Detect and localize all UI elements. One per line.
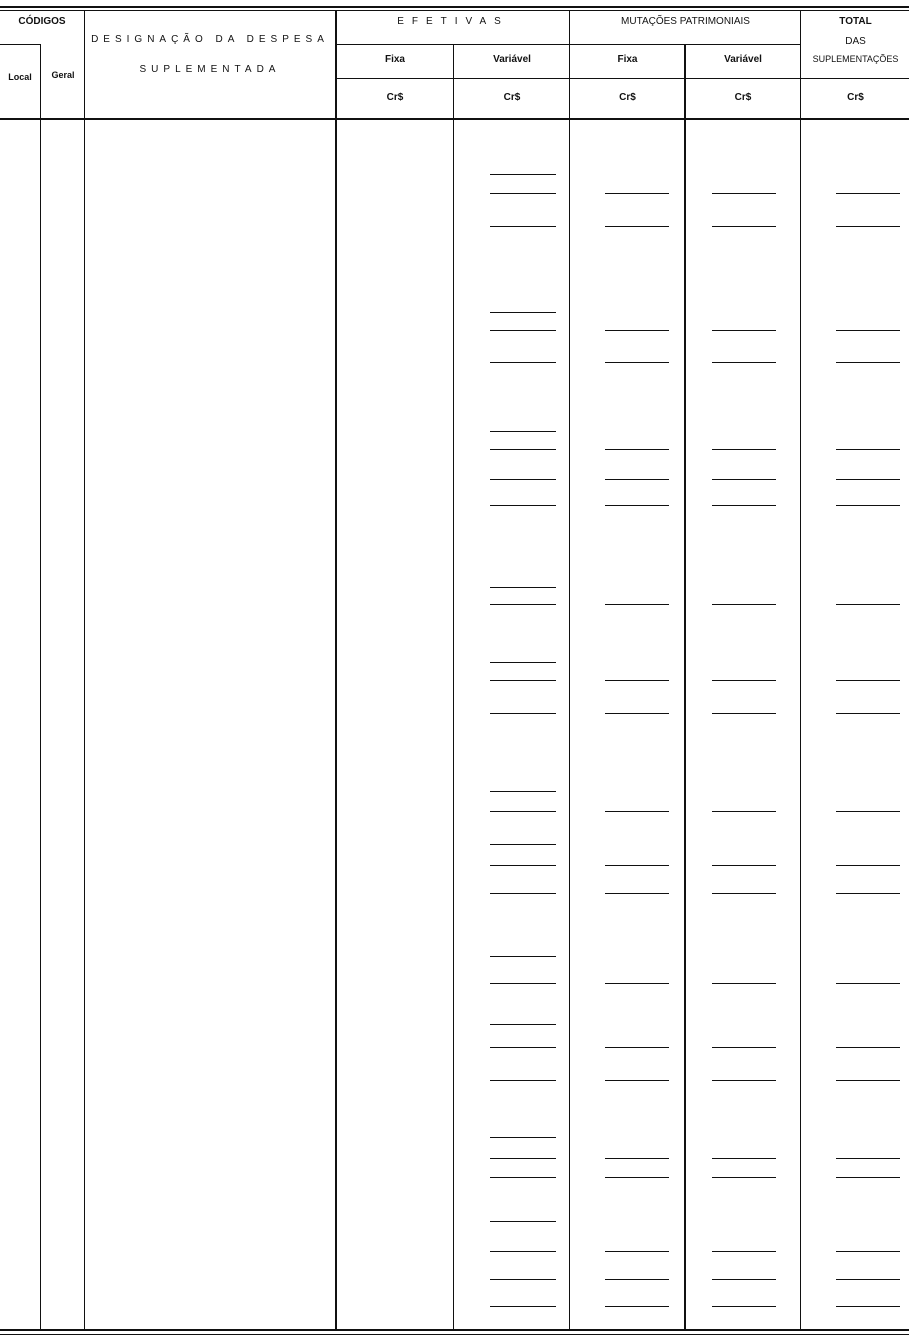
total-underline	[836, 865, 900, 866]
top-rule-thin	[0, 10, 909, 11]
empty-column-rule	[712, 893, 776, 894]
header-codigos: CÓDIGOS	[18, 16, 66, 27]
header-das: DAS	[845, 36, 866, 47]
value-underline	[490, 1221, 556, 1222]
col-line-designacao	[335, 10, 337, 1330]
header-geral: Geral	[51, 70, 75, 80]
empty-column-rule	[712, 1177, 776, 1178]
empty-column-rule	[712, 193, 776, 194]
value-underline	[490, 1137, 556, 1138]
header-currency-mut-fixa: Cr$	[619, 92, 636, 103]
empty-column-rule	[712, 983, 776, 984]
empty-column-rule	[605, 1279, 669, 1280]
total-underline	[836, 811, 900, 812]
value-underline	[490, 604, 556, 605]
value-underline	[490, 1251, 556, 1252]
value-underline	[490, 362, 556, 363]
empty-column-rule	[712, 865, 776, 866]
header-mut-variavel: Variável	[724, 54, 762, 65]
empty-column-rule	[605, 1080, 669, 1081]
header-bottom-rule	[0, 118, 909, 120]
empty-column-rule	[605, 362, 669, 363]
empty-column-rule	[712, 680, 776, 681]
empty-column-rule	[712, 362, 776, 363]
col-line-mut-fixa	[684, 44, 686, 1330]
bottom-rule	[0, 1329, 909, 1331]
header-mutacoes: MUTAÇÕES PATRIMONIAIS	[621, 16, 750, 27]
top-rule	[0, 6, 909, 8]
value-underline	[490, 193, 556, 194]
header-currency-mut-variavel: Cr$	[734, 92, 752, 103]
empty-column-rule	[605, 226, 669, 227]
total-underline	[836, 479, 900, 480]
value-underline	[490, 431, 556, 432]
value-underline	[490, 1158, 556, 1159]
value-underline	[490, 312, 556, 313]
empty-column-rule	[712, 479, 776, 480]
header-local: Local	[8, 72, 32, 82]
value-underline	[490, 811, 556, 812]
header-suplementacoes: SUPLEMENTAÇÕES	[812, 54, 899, 64]
empty-column-rule	[605, 811, 669, 812]
value-underline	[490, 1279, 556, 1280]
total-underline	[836, 604, 900, 605]
value-underline	[490, 1177, 556, 1178]
empty-column-rule	[712, 811, 776, 812]
header-currency-fixa: Cr$	[386, 92, 404, 103]
empty-column-rule	[712, 330, 776, 331]
empty-column-rule	[605, 1047, 669, 1048]
value-underline	[490, 330, 556, 331]
value-underline	[490, 956, 556, 957]
value-underline	[490, 505, 556, 506]
header-fixa: Fixa	[384, 54, 405, 65]
col-line-fixa	[453, 44, 454, 1330]
total-underline	[836, 226, 900, 227]
col-line-efetivas	[569, 10, 570, 1330]
col-line-local	[40, 44, 41, 1330]
empty-column-rule	[605, 983, 669, 984]
total-underline	[836, 713, 900, 714]
total-underline	[836, 1177, 900, 1178]
empty-column-rule	[605, 1158, 669, 1159]
value-underline	[490, 865, 556, 866]
header-divider	[335, 78, 909, 79]
header-divider	[335, 44, 800, 45]
value-underline	[490, 662, 556, 663]
value-underline	[490, 1047, 556, 1048]
total-underline	[836, 193, 900, 194]
value-underline	[490, 844, 556, 845]
header-variavel: Variável	[493, 54, 531, 65]
empty-column-rule	[712, 1279, 776, 1280]
value-underline	[490, 226, 556, 227]
header-currency-variavel: Cr$	[503, 92, 521, 103]
header-total: TOTAL	[839, 16, 872, 27]
empty-column-rule	[712, 1306, 776, 1307]
empty-column-rule	[605, 1306, 669, 1307]
value-underline	[490, 1024, 556, 1025]
value-underline	[490, 479, 556, 480]
value-underline	[490, 893, 556, 894]
total-underline	[836, 1158, 900, 1159]
empty-column-rule	[605, 865, 669, 866]
value-underline	[490, 713, 556, 714]
total-underline	[836, 505, 900, 506]
total-underline	[836, 330, 900, 331]
total-underline	[836, 1251, 900, 1252]
empty-column-rule	[605, 479, 669, 480]
total-underline	[836, 449, 900, 450]
total-underline	[836, 1047, 900, 1048]
total-underline	[836, 1279, 900, 1280]
empty-column-rule	[712, 449, 776, 450]
header-currency-total: Cr$	[847, 92, 864, 103]
empty-column-rule	[605, 193, 669, 194]
value-underline	[490, 1306, 556, 1307]
empty-column-rule	[605, 680, 669, 681]
header-suplementada: SUPLEMENTADA	[139, 64, 281, 75]
value-underline	[490, 680, 556, 681]
empty-column-rule	[605, 713, 669, 714]
total-underline	[836, 1306, 900, 1307]
value-underline	[490, 1080, 556, 1081]
header-designacao: DESIGNAÇÃO DA DESPESA	[91, 34, 329, 45]
col-line-geral	[84, 10, 85, 1330]
total-underline	[836, 1080, 900, 1081]
empty-column-rule	[605, 330, 669, 331]
total-underline	[836, 680, 900, 681]
empty-column-rule	[712, 1080, 776, 1081]
empty-column-rule	[605, 604, 669, 605]
header-efetivas: EFETIVAS	[397, 16, 509, 27]
header-mut-fixa: Fixa	[617, 54, 638, 65]
empty-column-rule	[712, 1158, 776, 1159]
empty-column-rule	[712, 713, 776, 714]
bottom-rule-thin	[0, 1334, 909, 1335]
empty-column-rule	[605, 1177, 669, 1178]
empty-column-rule	[712, 1047, 776, 1048]
value-underline	[490, 587, 556, 588]
value-underline	[490, 449, 556, 450]
empty-column-rule	[712, 226, 776, 227]
empty-column-rule	[712, 505, 776, 506]
empty-column-rule	[605, 1251, 669, 1252]
empty-column-rule	[605, 893, 669, 894]
total-underline	[836, 362, 900, 363]
empty-column-rule	[712, 604, 776, 605]
total-underline	[836, 983, 900, 984]
value-underline	[490, 174, 556, 175]
value-underline	[490, 791, 556, 792]
header-divider	[0, 44, 40, 45]
empty-column-rule	[605, 449, 669, 450]
empty-column-rule	[712, 1251, 776, 1252]
col-line-mutacoes	[800, 10, 801, 1330]
empty-column-rule	[605, 505, 669, 506]
value-underline	[490, 983, 556, 984]
total-underline	[836, 893, 900, 894]
